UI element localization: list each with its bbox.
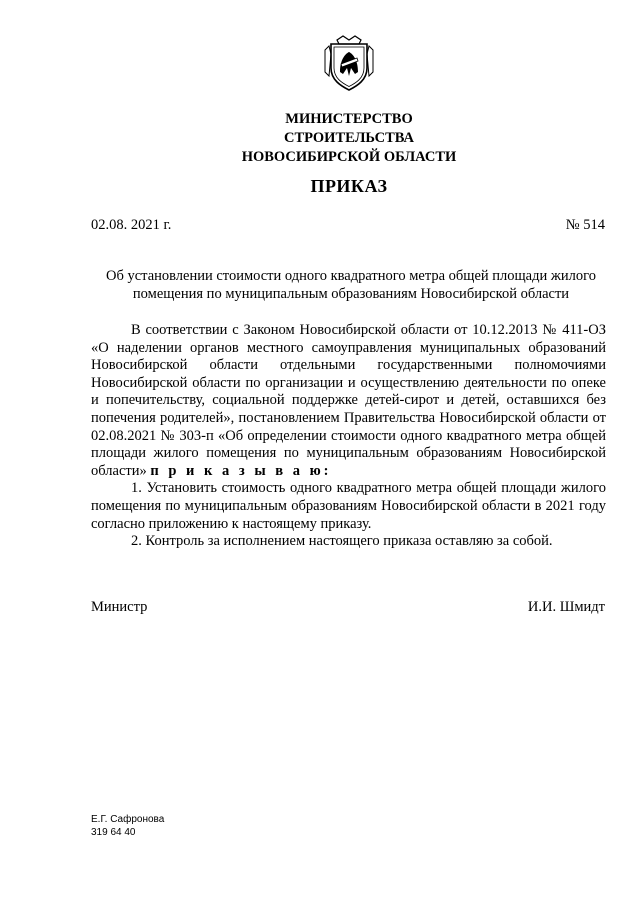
document-number: № 514 — [565, 217, 605, 233]
executor-name: Е.Г. Сафронова — [91, 814, 165, 825]
document-date: 02.08. 2021 г. — [91, 217, 172, 233]
org-line: СТРОИТЕЛЬСТВА — [283, 130, 415, 146]
preamble-paragraph — [91, 322, 606, 480]
preamble-text: В соответствии с Законом Новосибирской области от 10.12.2013 № 411-ОЗ «О наделении органов местного самоуправления муниципальных образований Новосибирской области отдельными государственными полномочиями Новосибирской области по организации и осуществлению деятельности по опеке и попечительству, социальной поддержке детей-сирот и детей, оставшихся без попечения родителей», постановлением Правительства Новосибирской области от 02.08.2021 № 303-п «Об определении стоимости одного квадратного метра общей площади жилого помещения по муниципальным образованиям Новосибирской области» — [91, 322, 606, 479]
org-line: НОВОСИБИРСКОЙ ОБЛАСТИ — [241, 149, 457, 165]
executor-info — [91, 813, 164, 839]
order-item: 2. Контроль за исполнением настоящего приказа оставляю за собой. — [131, 533, 553, 550]
signer-position: Министр — [91, 599, 148, 615]
organization-name — [0, 110, 640, 167]
document-body — [91, 322, 606, 551]
document-subject: Об установлении стоимости одного квадратного метра общей площади жилого помещения по муниципальным образованиям Новосибирской области — [106, 268, 596, 302]
coat-of-arms-icon — [323, 34, 375, 92]
order-item: 1. Установить стоимость одного квадратного метра общей площади жилого помещения по муниципальным образованиям Новосибирской области в 2021 году согласно приложению к настоящему приказу. — [91, 480, 606, 532]
document-type-label: ПРИКАЗ — [310, 176, 388, 196]
executor-phone: 319 64 40 — [91, 827, 136, 838]
order-word: п р и к а з ы в а ю: — [150, 462, 332, 479]
org-line: МИНИСТЕРСТВО — [285, 111, 413, 127]
signer-name: И.И. Шмидт — [527, 599, 605, 615]
document-type — [0, 176, 640, 197]
